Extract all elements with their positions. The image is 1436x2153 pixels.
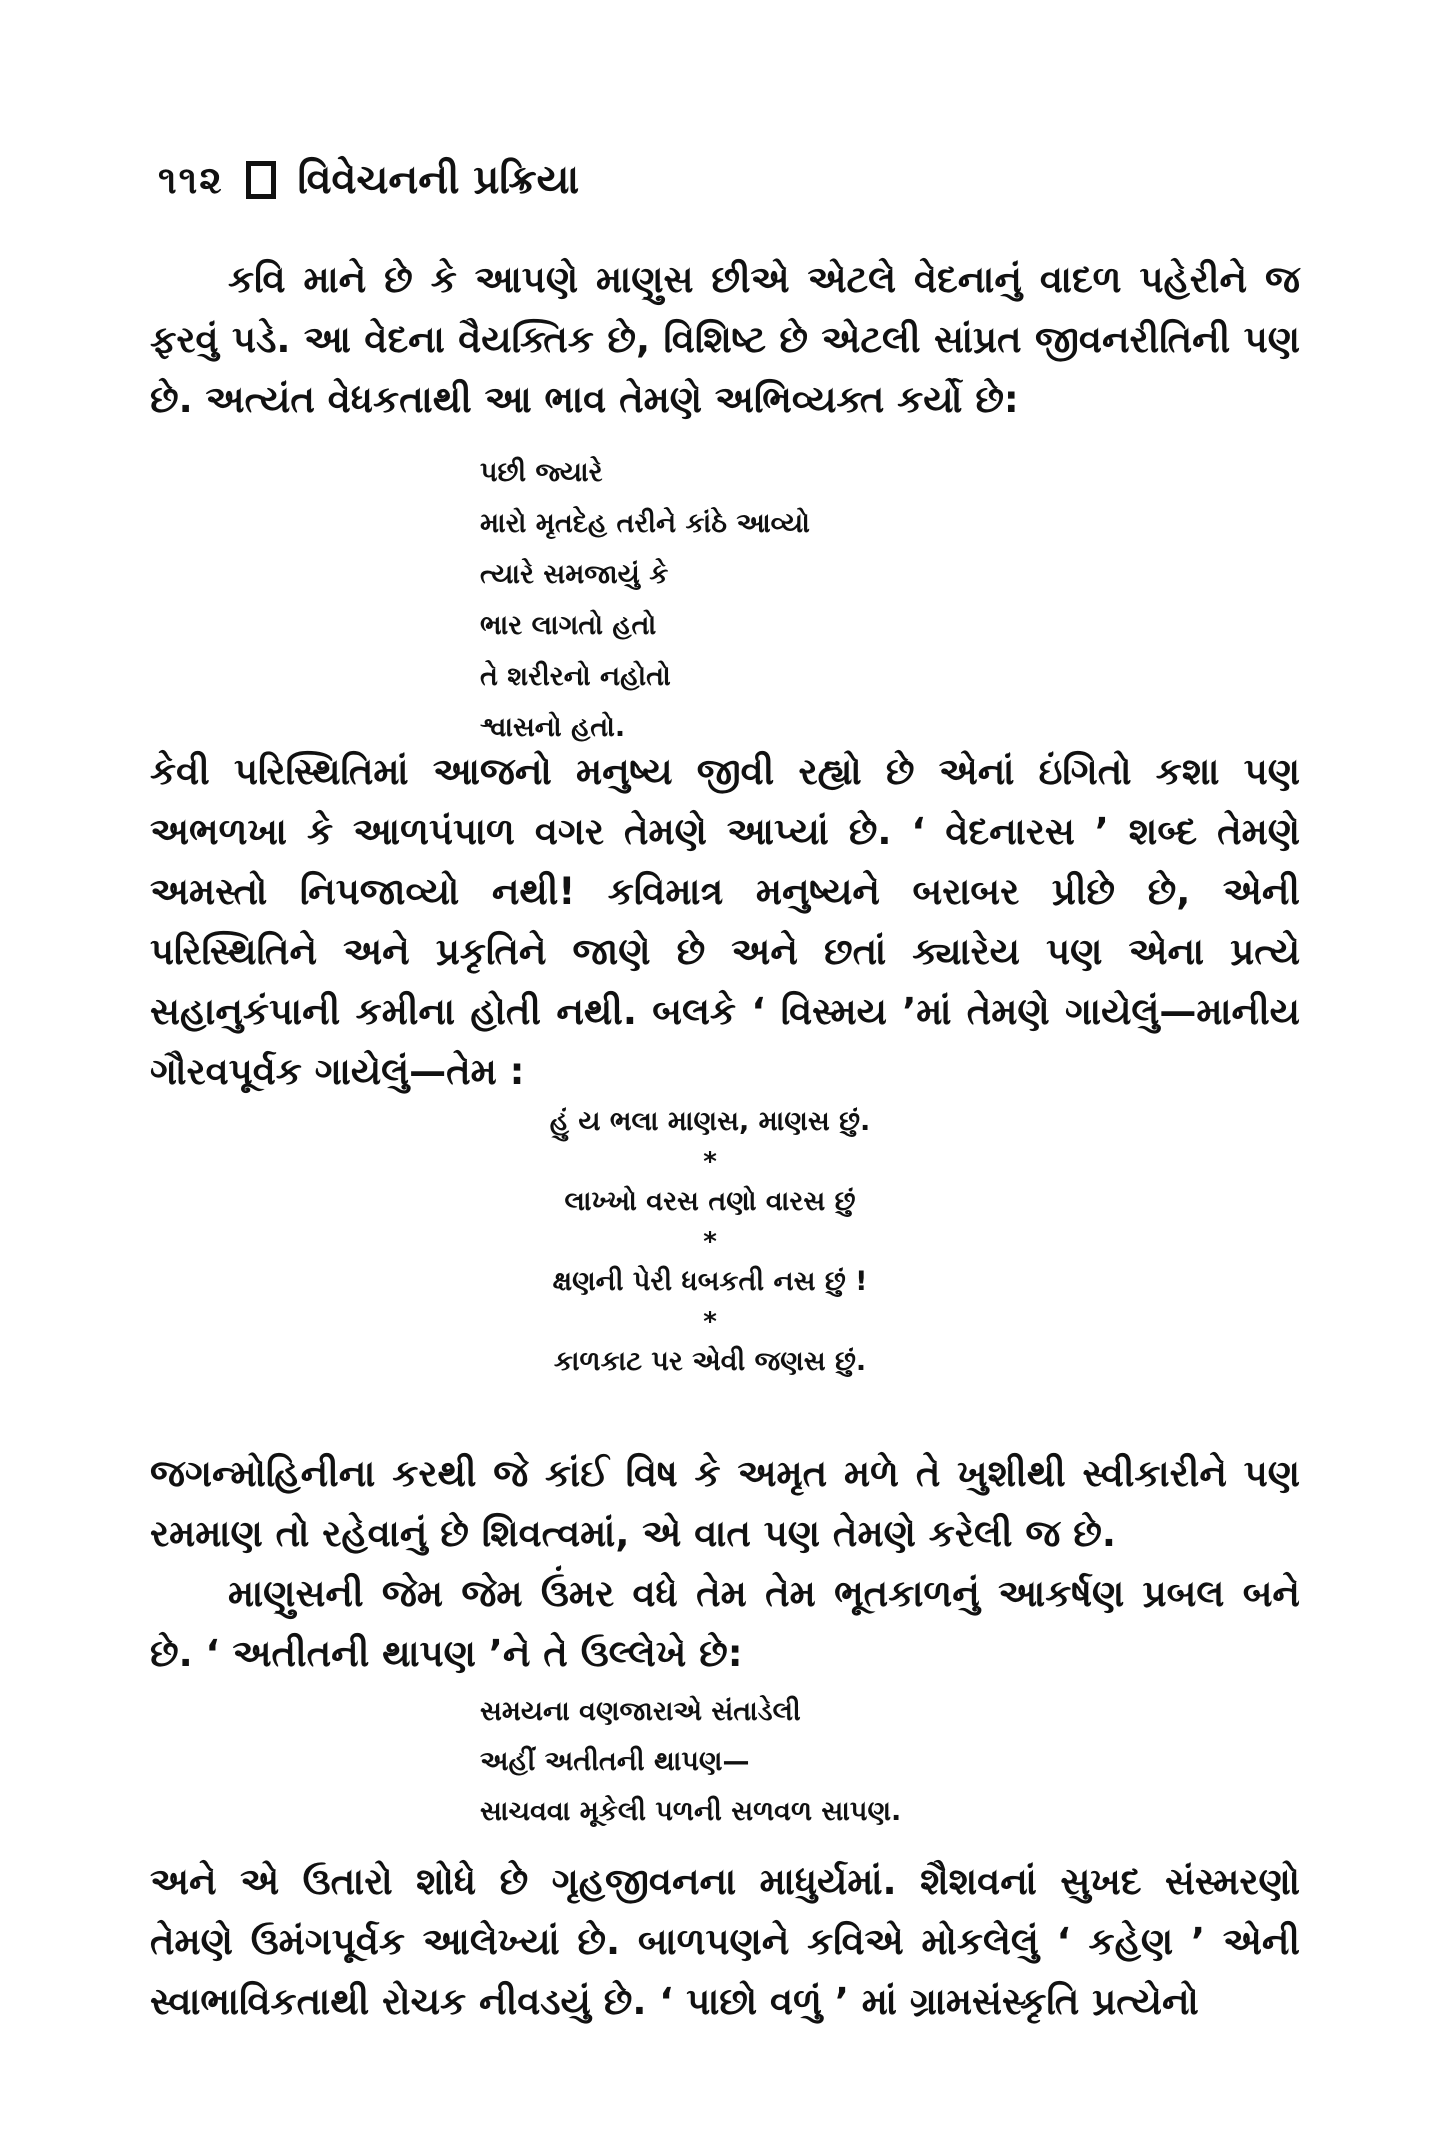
verse-line: હું ય ભલા માણસ, માણસ છું. bbox=[549, 1106, 871, 1137]
paragraph-5: અને એ ઉતારો શોધે છે ગૃહજીવનના માધુર્યમાં. શૈશવનાં સુખદ સંસ્મરણો તેમણે ઉમંગપૂર્વક આલેખ્યાં છે. બાળપણને કવિએ મોકલેલું ‘ કહેણ ’ એની સ્વાભાવિકતાથી રોચક નીવડયું છે. ‘ પાછો વળું ’ માં ગ્રામસંસ્કૃતિ પ્રત્યેનો bbox=[150, 1860, 1300, 2023]
paragraph-2: કેવી પરિસ્થિતિમાં આજનો મનુષ્ય જીવી રહ્યો છે એનાં ઇંગિતો કશા પણ અભળખા કે આળપંપાળ વગર તેમણે આપ્યાં છે. ‘ વેદનારસ ’ શબ્દ તેમણે અમસ્તો નિપજાવ્યો નથી! કવિમાત્ર મનુષ્યને બરાબર પ્રીછે છે, એની પરિસ્થિતિને અને પ્રકૃતિને જાણે છે અને છતાં ક્યારેય પણ એના પ્રત્યે સહાનુકંપાની કમીના હોતી નથી. બલકે ‘ વિસ્મય ’માં તેમણે ગાયેલું—માનીય ગૌરવપૂર્વક ગાયેલું—તેમ : bbox=[150, 750, 1300, 1093]
verse-line: અહીં અતીતની થાપણ— bbox=[480, 1746, 750, 1777]
verse-line: ભાર લાગતો હતો bbox=[480, 610, 657, 641]
verse-line: તે શરીરનો નહોતો bbox=[480, 661, 671, 692]
verse-line: ત્યારે સમજાયું કે bbox=[480, 559, 669, 590]
asterisk-separator: * bbox=[703, 1227, 717, 1257]
verse-line: પછી જ્યારે bbox=[480, 457, 603, 488]
page-header bbox=[158, 150, 579, 210]
verse-block-2 bbox=[460, 1102, 960, 1382]
square-box-icon bbox=[246, 161, 276, 199]
paragraph-3: જગન્મોહિનીના કરથી જે કાંઈ વિષ કે અમૃત મળે તે ખુશીથી સ્વીકારીને પણ રમમાણ તો રહેવાનું છે શિવત્વમાં, એ વાત પણ તેમણે કરેલી જ છે. bbox=[150, 1452, 1300, 1555]
verse-line: મારો મૃતદેહ તરીને કાંઠે આવ્યો bbox=[480, 508, 810, 539]
page-number: ૧૧૨ bbox=[158, 157, 224, 202]
asterisk-separator: * bbox=[703, 1307, 717, 1337]
paragraph-4: માણુસની જેમ જેમ ઉંમર વધે તેમ તેમ ભૂતકાળનું આકર્ષણ પ્રબલ બને છે. ‘ અતીતની થાપણ ’ને તે ઉલ્લેખે છે: bbox=[150, 1572, 1300, 1675]
verse-line: શ્વાસનો હતો. bbox=[480, 712, 626, 743]
asterisk-separator: * bbox=[703, 1147, 717, 1177]
verse-line: સાચવવા મૂકેલી પળની સળવળ સાપણ. bbox=[480, 1796, 902, 1827]
verse-line: કાળકાટ પર એવી જણસ છું. bbox=[553, 1346, 867, 1377]
verse-block-3 bbox=[480, 1687, 1240, 1837]
running-title: વિવેચનની પ્રક્રિયા bbox=[297, 157, 580, 203]
verse-line: લાખ્ખો વરસ તણો વારસ છું bbox=[564, 1186, 856, 1217]
paragraph-1: કવિ માને છે કે આપણે માણુસ છીએ એટલે વેદનાનું વાદળ પહેરીને જ ફરવું પડે. આ વેદના વૈયક્તિક છે, વિશિષ્ટ છે એટલી સાંપ્રત જીવનરીતિની પણ છે. અત્યંત વેધકતાથી આ ભાવ તેમણે અભિવ્યક્ત કર્યો છે: bbox=[150, 258, 1300, 421]
verse-block-1 bbox=[480, 447, 1240, 753]
verse-line: સમયના વણજારાએ સંતાડેલી bbox=[480, 1696, 801, 1727]
verse-line: ક્ષણની પેરી ધબકતી નસ છું ! bbox=[552, 1266, 868, 1297]
